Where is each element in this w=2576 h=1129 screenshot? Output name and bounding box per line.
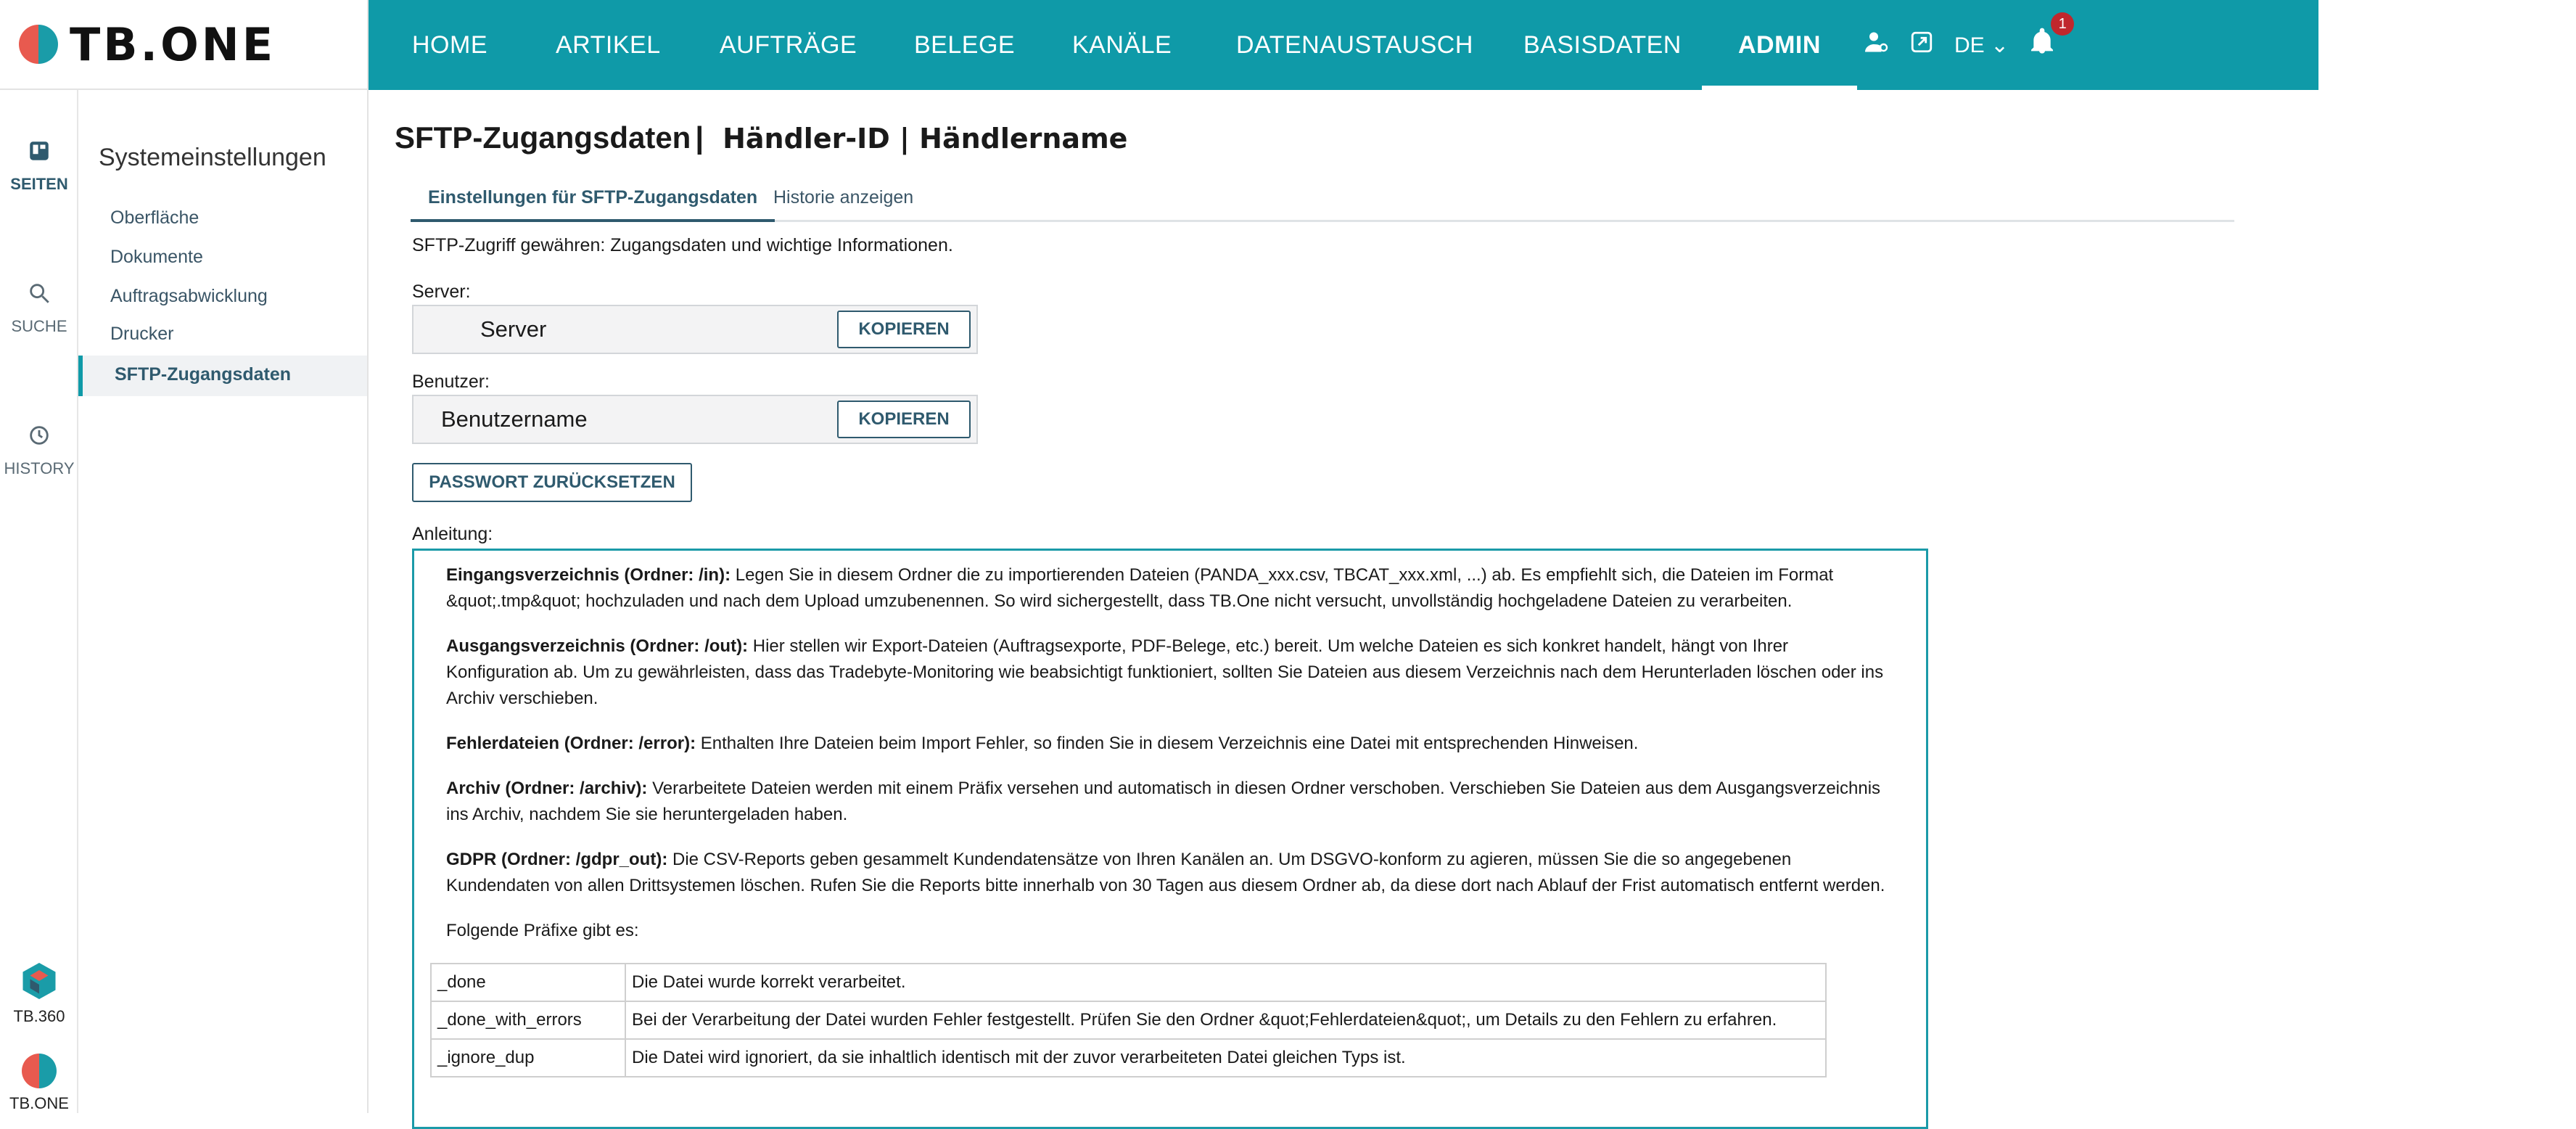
prefix-key: _ignore_dup [431, 1039, 625, 1077]
account-id: (Händler-ID) [2458, 84, 2576, 141]
copy-server-button[interactable]: KOPIEREN [837, 311, 971, 348]
notifications-button[interactable] [2028, 15, 2067, 63]
title-separator: | [695, 120, 704, 155]
tbone-link[interactable] [7, 1054, 71, 1113]
server-value[interactable]: Server [480, 316, 547, 342]
page-title [395, 120, 1127, 155]
settings-sidebar [78, 90, 369, 1113]
rail-seiten-label: SEITEN [10, 175, 68, 193]
guide-paragraph-out [446, 633, 1894, 712]
notification-badge: 1 [2051, 12, 2074, 36]
page-subtitle: Händler-ID | Händlername [723, 123, 1128, 155]
tbone-label: TB.ONE [9, 1094, 69, 1112]
prefix-desc: Die Datei wurde korrekt verarbeitet. [625, 964, 1826, 1001]
language-value: DE [1954, 33, 1985, 57]
tb360-label: TB.360 [13, 1007, 65, 1025]
tb360-logo-icon [17, 959, 61, 1003]
rail-history[interactable] [0, 422, 78, 478]
guide-heading: Ausgangsverzeichnis (Ordner: /out): [446, 636, 749, 656]
guide-text: Die CSV-Reports geben gesammelt Kundendatensätze von Ihren Kanälen an. Um DSGVO-konform zu agieren, müssen Sie die so angegebenen Kundendaten von allen Drittsystemen löschen. Rufen Sie die Reports bitte innerhalb von 30 Tagen aus diesem Ordner ab, da diese dort nach Ablauf der Frist automatisch entfernt werden. [446, 850, 1885, 895]
nav-belege[interactable]: BELEGE [914, 30, 1016, 59]
sidebar-item-drucker[interactable]: Drucker [110, 324, 174, 344]
sidebar-item-dokumente[interactable]: Dokumente [110, 247, 203, 267]
server-label: Server: [412, 282, 471, 302]
pages-icon [0, 138, 78, 171]
rail-suche-label: SUCHE [11, 317, 67, 335]
guide-heading: Fehlerdateien (Ordner: /error): [446, 734, 696, 753]
guide-paragraph-error [446, 731, 1894, 757]
prefix-key: _done [431, 964, 625, 1001]
page-title-text: SFTP-Zugangsdaten [395, 120, 691, 155]
tab-bar [411, 180, 2234, 222]
user-settings-icon[interactable] [1863, 29, 1889, 62]
tab-history[interactable]: Historie anzeigen [773, 187, 914, 208]
account-menu[interactable] [2458, 17, 2576, 145]
guide-paragraph-gdpr [446, 847, 1894, 899]
sidebar-item-sftp-label: SFTP-Zugangsdaten [115, 364, 292, 385]
tbone-logo-icon [11, 17, 66, 72]
prefix-desc: Bei der Verarbeitung der Datei wurden Fehler festgestellt. Prüfen Sie den Ordner &quot;Fehlerdateien&quot;, um Details zu den Fehlern zu erfahren. [625, 1001, 1826, 1039]
language-select[interactable] [1954, 33, 2009, 58]
guide-heading: Archiv (Ordner: /archiv): [446, 779, 648, 798]
reset-password-button[interactable]: PASSWORT ZURÜCKSETZEN [412, 463, 692, 502]
bell-icon [2028, 27, 2057, 56]
guide-box [412, 549, 1928, 1129]
tb360-link[interactable] [10, 959, 68, 1026]
tab-settings[interactable]: Einstellungen für SFTP-Zugangsdaten [411, 187, 775, 222]
sidebar-item-auftragsabwicklung[interactable]: Auftragsabwicklung [110, 286, 268, 306]
rail-history-label: HISTORY [4, 459, 75, 477]
sidebar-title: Systemeinstellungen [99, 144, 326, 171]
sidebar-item-sftp[interactable] [78, 356, 367, 396]
guide-text: Legen Sie in diesem Ordner die zu importierenden Dateien (PANDA_xxx.csv, TBCAT_xxx.xml, ...) ab. Es empfiehlt sich, die Dateien im Format &quot;.tmp&quot; hochzuladen und nach dem Upload umzubenennen. So wird sichergestellt, dass TB.One nicht versucht, unvollständig hochgeladene Dateien zu verarbeiten. [446, 565, 1834, 611]
search-icon [0, 280, 78, 313]
brand-logo[interactable] [0, 0, 369, 90]
main-content [369, 90, 2318, 1113]
sidebar-item-oberflaeche[interactable]: Oberfläche [110, 208, 199, 228]
nav-basisdaten[interactable]: BASISDATEN [1523, 30, 1682, 59]
rail-seiten[interactable] [0, 138, 78, 194]
external-link-icon[interactable] [1909, 30, 1934, 61]
copy-user-button[interactable]: KOPIEREN [837, 401, 971, 438]
nav-home[interactable]: HOME [412, 30, 487, 59]
guide-heading: GDPR (Ordner: /gdpr_out): [446, 850, 668, 869]
table-row [431, 1039, 1826, 1077]
intro-text: SFTP-Zugriff gewähren: Zugangsdaten und wichtige Informationen. [412, 235, 953, 255]
prefix-desc: Die Datei wird ignoriert, da sie inhaltlich identisch mit der zuvor verarbeiteten Datei gleichen Typs ist. [625, 1039, 1826, 1077]
history-icon [0, 422, 78, 455]
guide-heading: Eingangsverzeichnis (Ordner: /in): [446, 565, 731, 585]
nav-datenaustausch[interactable]: DATENAUSTAUSCH [1236, 30, 1473, 59]
nav-auftraege[interactable]: AUFTRÄGE [720, 30, 857, 59]
guide-text: Hier stellen wir Export-Dateien (Auftragsexporte, PDF-Belege, etc.) bereit. Um welche Dateien es sich konkret handelt, hängt von Ihrer Konfiguration ab. Um zu gewährleisten, dass das Tradebyte-Monitoring wie beabsichtigt funktioniert, sollten Sie Dateien aus diesem Verzeichnis nach dem Herunterladen löschen oder ins Archiv verschieben. [446, 636, 1884, 708]
user-value[interactable]: Benutzername [441, 406, 588, 432]
brand-name: TB.ONE [70, 17, 276, 71]
rail-suche[interactable] [0, 280, 78, 336]
user-label: Benutzer: [412, 371, 490, 392]
nav-admin[interactable]: ADMIN [1738, 0, 1821, 90]
server-field [412, 305, 978, 354]
chevron-down-icon: ⌄ [1991, 33, 2009, 57]
user-field [412, 395, 978, 444]
guide-paragraph-archiv [446, 776, 1894, 828]
guide-text: Verarbeitete Dateien werden mit einem Präfix versehen und automatisch in diesen Ordner verschoben. Verschieben Sie Dateien aus dem Ausgangsverzeichnis ins Archiv, nachdem Sie sie heruntergeladen haben. [446, 779, 1881, 824]
guide-label: Anleitung: [412, 524, 493, 544]
prefix-table [430, 963, 1827, 1077]
guide-paragraph-in [446, 562, 1894, 615]
nav-utilities [1863, 0, 2067, 90]
prefix-intro: Folgende Präfixe gibt es: [446, 921, 639, 940]
account-label: Mein Account [2458, 20, 2542, 78]
prefix-key: _done_with_errors [431, 1001, 625, 1039]
nav-artikel[interactable]: ARTIKEL [556, 30, 661, 59]
guide-text: Enthalten Ihre Dateien beim Import Fehler, so finden Sie in diesem Verzeichnis eine Datei mit entsprechenden Hinweisen. [696, 734, 1639, 753]
table-row [431, 1001, 1826, 1039]
nav-kanaele[interactable]: KANÄLE [1072, 30, 1172, 59]
tbone-small-logo-icon [15, 1046, 64, 1096]
table-row [431, 964, 1826, 1001]
